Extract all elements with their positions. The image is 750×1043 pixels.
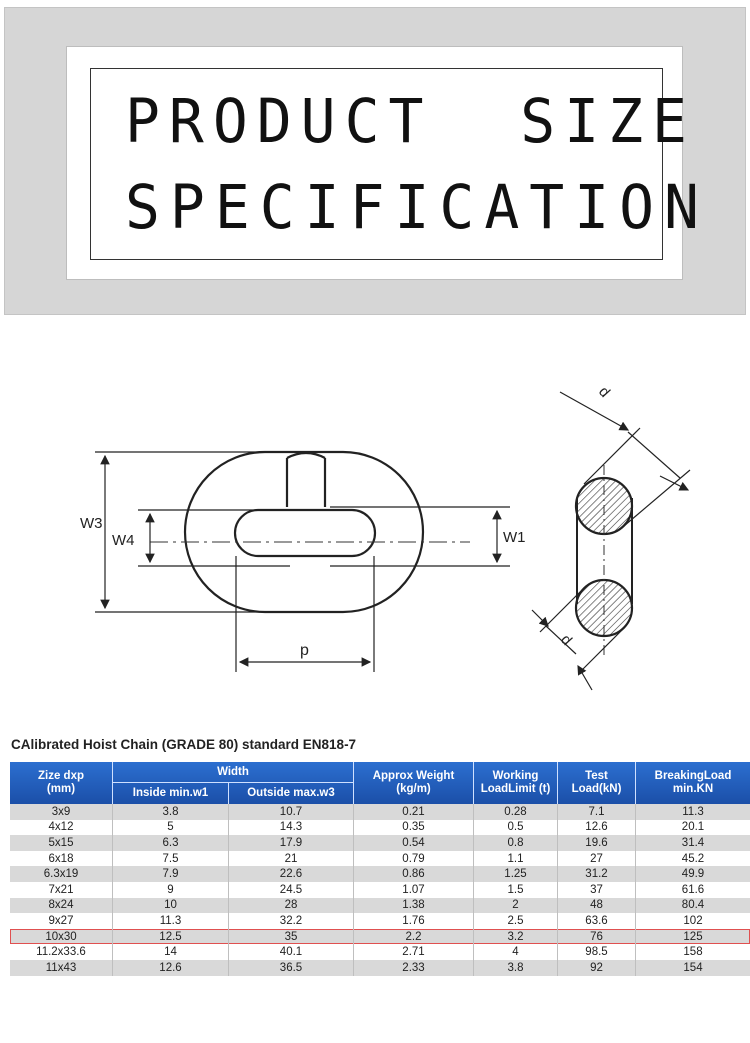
table-cell: 4x12 (10, 820, 113, 836)
table-cell: 0.79 (354, 851, 474, 867)
table-row (10, 882, 750, 898)
table-cell: 102 (683, 914, 703, 927)
header-wll: Working LoadLimit (t) (474, 762, 558, 804)
table-cell: 2.2 (354, 929, 474, 945)
table-cell: 31.4 (681, 836, 705, 849)
header-test-load: Test Load(kN) (558, 762, 636, 804)
table-cell: 36.5 (229, 960, 354, 976)
table-cell: 1.38 (354, 898, 474, 914)
table-cell: 7.9 (113, 866, 229, 882)
table-row-highlighted (10, 929, 750, 945)
header-breaking-load: BreakingLoad min.KN (654, 770, 732, 795)
table-cell: 9x27 (10, 913, 113, 929)
spec-table (10, 762, 750, 976)
table-row (10, 835, 750, 851)
table-cell: 1.5 (474, 882, 558, 898)
table-cell: 2.5 (474, 913, 558, 929)
table-cell: 7.5 (113, 851, 229, 867)
table-cell: 5x15 (10, 835, 113, 851)
table-cell: 8x24 (10, 898, 113, 914)
table-cell: 0.86 (354, 866, 474, 882)
table-title: CAlibrated Hoist Chain (GRADE 80) standard EN818-7 (11, 737, 357, 752)
table-cell: 45.2 (681, 852, 705, 865)
table-row (10, 866, 750, 882)
title-line-1: PRODUCT SIZE (125, 85, 696, 157)
table-body (10, 804, 750, 976)
table-row (10, 960, 750, 976)
title-line-2: SPECIFICATION (125, 171, 709, 243)
link-front-view (185, 452, 423, 612)
table-cell: 0.35 (354, 820, 474, 836)
table-cell: 10 (113, 898, 229, 914)
w3-label: W3 (80, 515, 103, 532)
table-cell: 14 (113, 944, 229, 960)
title-banner (4, 7, 746, 315)
table-cell: 27 (558, 851, 636, 867)
table-cell: 1.76 (354, 913, 474, 929)
header-width-group: Width (113, 762, 354, 783)
table-cell: 17.9 (229, 835, 354, 851)
table-cell: 1.07 (354, 882, 474, 898)
p-label: p (300, 642, 309, 659)
table-cell: 10x30 (10, 929, 113, 945)
table-cell: 125 (683, 930, 703, 943)
table-row (10, 898, 750, 914)
header-size: Zize dxp (mm) (10, 762, 113, 804)
table-row (10, 851, 750, 867)
table-cell: 48 (558, 898, 636, 914)
table-cell: 6.3x19 (10, 866, 113, 882)
table-cell: 63.6 (558, 913, 636, 929)
table-row (10, 944, 750, 960)
w1-label: W1 (503, 529, 526, 546)
table-cell: 40.1 (229, 944, 354, 960)
header-inside: Inside min.w1 (113, 783, 229, 804)
table-header (10, 762, 750, 804)
table-cell: 19.6 (558, 835, 636, 851)
table-row (10, 820, 750, 836)
table-cell: 6.3 (113, 835, 229, 851)
table-cell: 80.4 (681, 899, 705, 912)
table-cell: 2.33 (354, 960, 474, 976)
table-cell: 11.2x33.6 (10, 944, 113, 960)
table-cell: 31.2 (558, 866, 636, 882)
table-cell: 28 (229, 898, 354, 914)
link-section-view (576, 465, 632, 655)
header-outside: Outside max.w3 (229, 783, 354, 804)
table-cell: 35 (229, 929, 354, 945)
d-label-bottom: d (557, 631, 576, 649)
table-cell: 61.6 (681, 883, 705, 896)
table-cell: 49.9 (681, 868, 705, 881)
table-cell: 37 (558, 882, 636, 898)
table-cell: 5 (113, 820, 229, 836)
table-row (10, 804, 750, 820)
table-cell: 0.5 (474, 820, 558, 836)
table-cell: 12.5 (113, 929, 229, 945)
table-cell: 7x21 (10, 882, 113, 898)
title-card (66, 46, 709, 280)
table-cell: 10.7 (229, 804, 354, 820)
table-cell: 76 (558, 929, 636, 945)
table-cell: 0.28 (474, 804, 558, 820)
table-cell: 11.3 (682, 805, 704, 818)
table-cell: 11.3 (113, 913, 229, 929)
table-cell: 0.54 (354, 835, 474, 851)
table-cell: 98.5 (558, 944, 636, 960)
header-weight: Approx Weight (kg/m) (354, 762, 474, 804)
table-cell: 22.6 (229, 866, 354, 882)
table-cell: 12.6 (558, 820, 636, 836)
w4-label: W4 (112, 532, 135, 549)
table-cell: 9 (113, 882, 229, 898)
table-cell: 92 (558, 960, 636, 976)
table-cell: 2 (474, 898, 558, 914)
table-cell: 4 (474, 944, 558, 960)
table-cell: 11x43 (10, 960, 113, 976)
table-cell: 7.1 (558, 804, 636, 820)
table-cell: 14.3 (229, 820, 354, 836)
table-cell: 1.1 (474, 851, 558, 867)
table-cell: 3x9 (10, 804, 113, 820)
table-cell: 3.2 (474, 929, 558, 945)
table-cell: 12.6 (113, 960, 229, 976)
table-cell: 6x18 (10, 851, 113, 867)
table-cell: 32.2 (229, 913, 354, 929)
d-label-top: d (595, 383, 614, 401)
table-cell: 2.71 (354, 944, 474, 960)
table-cell: 158 (683, 946, 703, 959)
table-cell: 154 (683, 961, 703, 974)
chain-link-diagram (0, 330, 750, 720)
table-cell: 1.25 (474, 866, 558, 882)
table-cell: 20.1 (681, 821, 705, 834)
table-cell: 0.21 (354, 804, 474, 820)
w4-dimension (138, 510, 290, 566)
title-frame (90, 68, 709, 260)
table-cell: 3.8 (113, 804, 229, 820)
table-cell: 21 (229, 851, 354, 867)
table-cell: 0.8 (474, 835, 558, 851)
table-cell: 3.8 (474, 960, 558, 976)
table-cell: 24.5 (229, 882, 354, 898)
table-row (10, 913, 750, 929)
